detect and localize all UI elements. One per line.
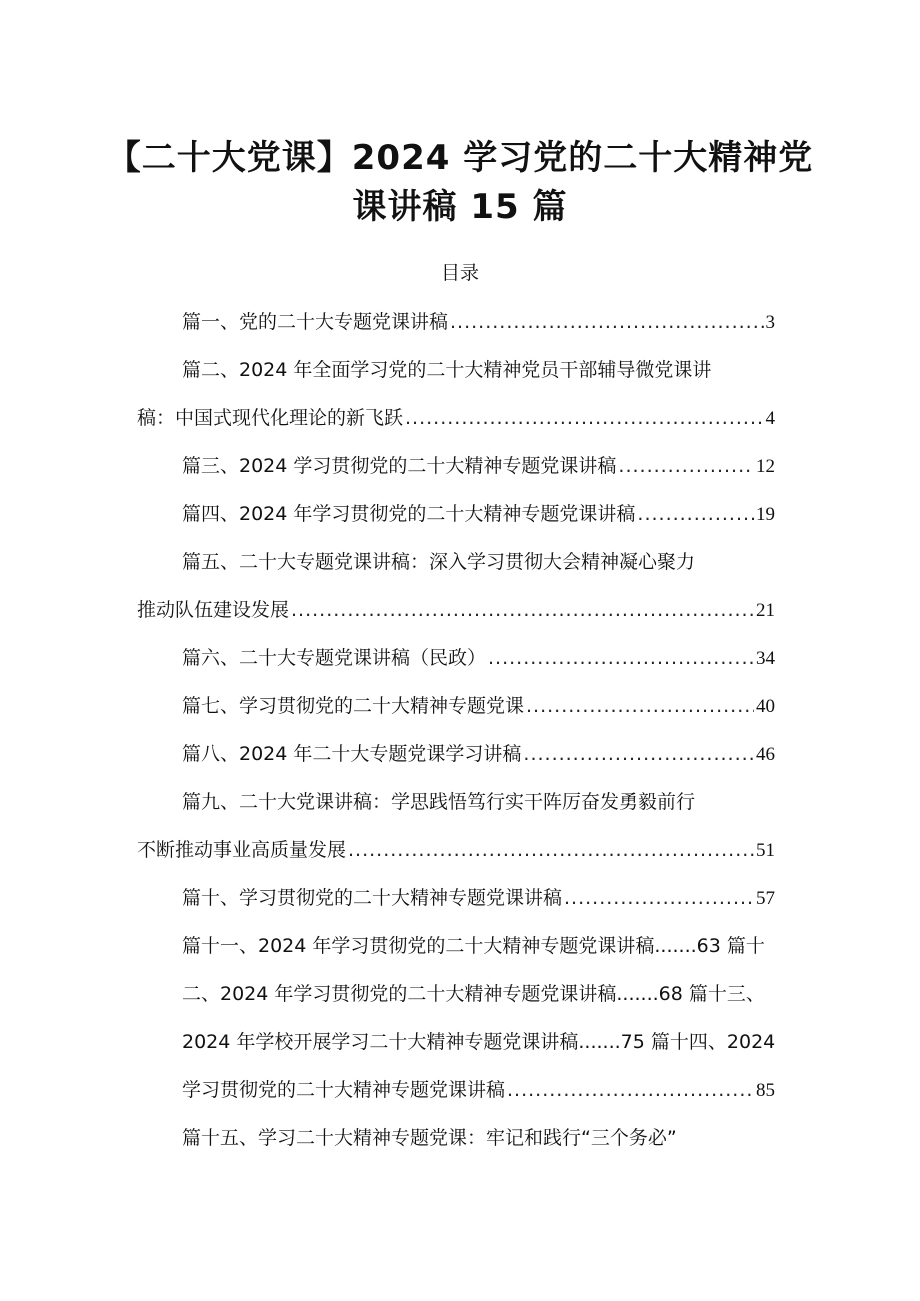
toc-entry[interactable]: [182, 355, 711, 385]
toc-leader-dots: [291, 595, 754, 625]
toc-page-number: 34: [756, 648, 775, 669]
toc-page-number: 46: [756, 744, 775, 765]
toc-entry-text: 篇六、二十大专题党课讲稿（民政）: [182, 647, 487, 669]
toc-entry-text: 篇三、2024 学习贯彻党的二十大精神专题党课讲稿: [182, 455, 617, 477]
toc-entry[interactable]: [182, 643, 775, 674]
document-title-line-1: 【二十大党课】2024 学习党的二十大精神党: [106, 138, 814, 178]
toc-entry-text: 篇五、二十大专题党课讲稿：深入学习贯彻大会精神凝心聚力: [182, 551, 696, 573]
toc-entry[interactable]: [182, 739, 775, 770]
toc-leader-dots: [637, 499, 754, 529]
toc-page-number: 40: [756, 696, 775, 717]
toc-page-number: 12: [756, 456, 775, 477]
toc-leader-dots: [618, 451, 754, 481]
toc-entry[interactable]: [182, 931, 765, 961]
toc-page-number: 21: [756, 600, 775, 621]
toc-page-number: 57: [756, 888, 775, 909]
toc-leader-dots: [564, 883, 754, 913]
toc-entry[interactable]: [182, 979, 765, 1009]
toc-leader-dots: [526, 691, 754, 721]
toc-entry[interactable]: [182, 499, 775, 530]
toc-leader-dots: [405, 403, 763, 433]
toc-entry-text: 推动队伍建设发展: [137, 599, 290, 621]
toc-entry[interactable]: [182, 1027, 775, 1057]
toc-entry-continuation[interactable]: [137, 403, 775, 434]
document-title-line-2: 课讲稿 15 篇: [352, 187, 568, 227]
toc-entry-text: 学习贯彻党的二十大精神专题党课讲稿: [182, 1079, 506, 1101]
toc-leader-dots: [450, 307, 763, 337]
toc-entry-text: 篇十一、2024 年学习贯彻党的二十大精神专题党课讲稿.......63 篇十: [182, 935, 765, 957]
toc-page-number: 85: [756, 1080, 775, 1101]
toc-page-number: 3: [765, 312, 775, 333]
toc-page-number: 4: [765, 408, 775, 429]
toc-page-number: 19: [756, 504, 775, 525]
toc-entry-text: 篇四、2024 年学习贯彻党的二十大精神专题党课讲稿: [182, 503, 636, 525]
toc-entry-text: 不断推动事业高质量发展: [137, 839, 347, 861]
toc-entry-continuation[interactable]: [137, 835, 775, 866]
toc-entry[interactable]: [182, 883, 775, 914]
toc-entry-continuation[interactable]: [137, 595, 775, 626]
toc-leader-dots: [488, 643, 754, 673]
toc-entry-text: 篇十、学习贯彻党的二十大精神专题党课讲稿: [182, 887, 563, 909]
toc-entry[interactable]: [182, 1075, 775, 1106]
toc-page-number: 51: [756, 840, 775, 861]
toc-entry-text: 稿：中国式现代化理论的新飞跃: [137, 407, 404, 429]
toc-leader-dots: [507, 1075, 754, 1105]
toc-entry-text: 篇十五、学习二十大精神专题党课：牢记和践行“三个务必”: [182, 1127, 677, 1149]
toc-leader-dots: [523, 739, 754, 769]
toc-entry-text: 篇七、学习贯彻党的二十大精神专题党课: [182, 695, 525, 717]
toc-entry[interactable]: [182, 307, 775, 338]
toc-entry-text: 篇八、2024 年二十大专题党课学习讲稿: [182, 743, 522, 765]
toc-entry[interactable]: [182, 547, 695, 577]
toc-entry-text: 2024 年学校开展学习二十大精神专题党课讲稿.......75 篇十四、2024: [182, 1031, 776, 1053]
toc-entry-text: 篇二、2024 年全面学习党的二十大精神党员干部辅导微党课讲: [182, 359, 712, 381]
toc-entry[interactable]: [182, 451, 775, 482]
toc-entry-text: 二、2024 年学习贯彻党的二十大精神专题党课讲稿.......68 篇十三、: [182, 983, 765, 1005]
toc-leader-dots: [348, 835, 754, 865]
toc-entry[interactable]: [182, 691, 775, 722]
toc-entry-text: 篇九、二十大党课讲稿：学思践悟笃行实干阵厉奋发勇毅前行: [182, 791, 696, 813]
toc-entry[interactable]: [182, 787, 695, 817]
toc-entry-text: 篇一、党的二十大专题党课讲稿: [182, 311, 449, 333]
toc-heading: 目录: [440, 262, 479, 284]
toc-entry[interactable]: [182, 1123, 677, 1153]
